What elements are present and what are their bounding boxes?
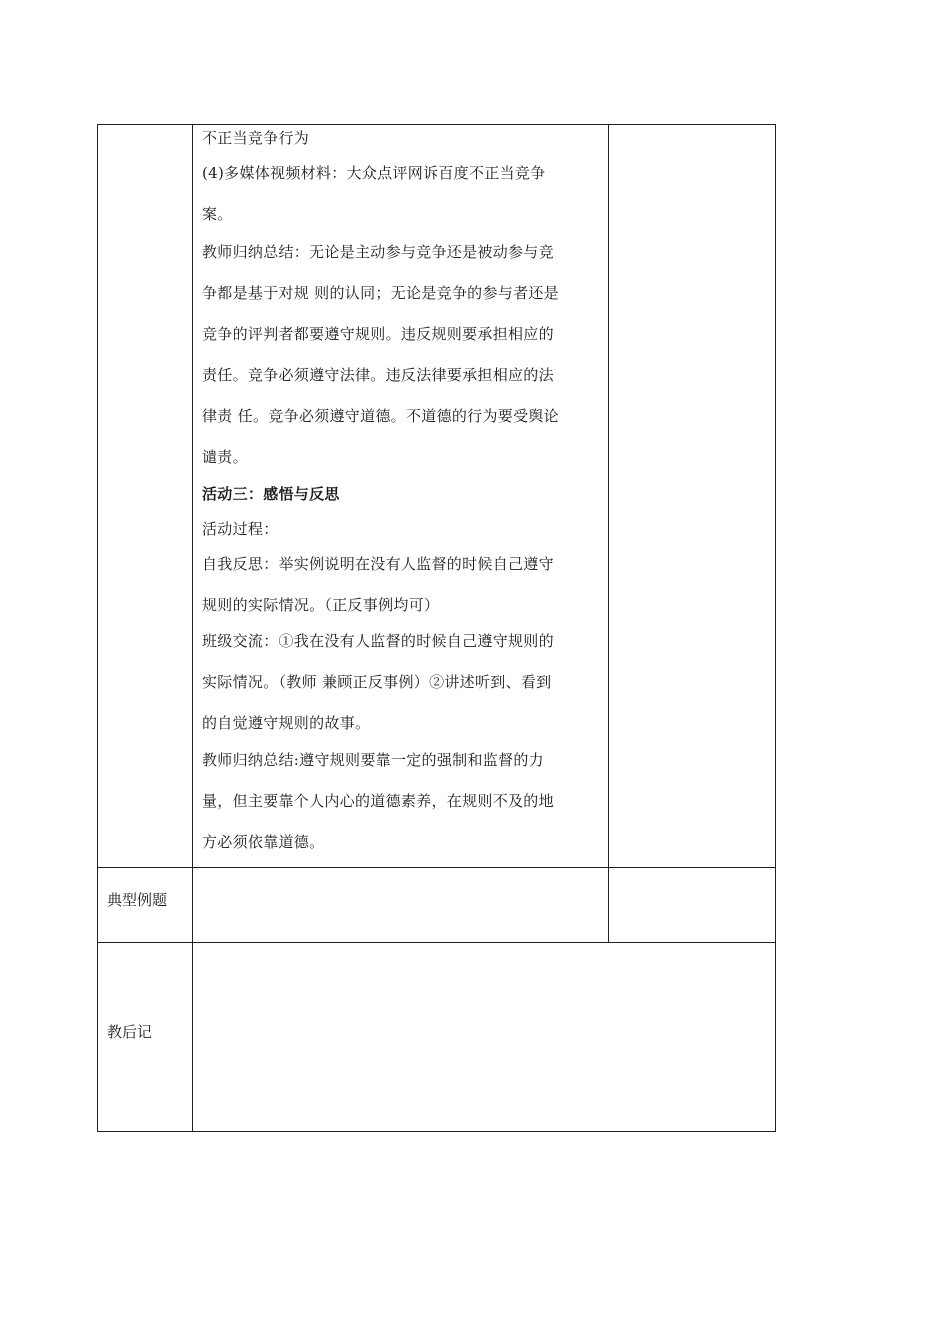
content-line: 案。	[202, 205, 233, 223]
activity-heading: 活动三：感悟与反思	[202, 485, 340, 503]
row-divider-1	[97, 867, 776, 868]
content-line: 自我反思：举实例说明在没有人监督的时候自己遵守	[202, 555, 554, 573]
content-line: 量，但主要靠个人内心的道德素养，在规则不及的地	[202, 792, 554, 810]
content-line: 律责 任。竞争必须遵守道德。不道德的行为要受舆论	[202, 407, 559, 425]
column-divider-2	[608, 124, 609, 943]
content-line: 竞争的评判者都要遵守规则。违反规则要承担相应的	[202, 325, 554, 343]
table-bottom-border	[97, 1131, 776, 1132]
table-left-border	[97, 124, 98, 1132]
content-line: 规则的实际情况。（正反事例均可）	[202, 596, 440, 614]
content-line: 实际情况。（教师 兼顾正反事例）②讲述听到、看到	[202, 673, 552, 691]
content-line: 教师归纳总结：无论是主动参与竞争还是被动参与竞	[202, 243, 554, 261]
column-divider-1	[192, 124, 193, 1132]
content-line: 不正当竞争行为	[202, 129, 310, 147]
content-line: 争都是基于对规 则的认同；无论是竞争的参与者还是	[202, 284, 559, 302]
content-line: 的自觉遵守规则的故事。	[202, 714, 371, 732]
content-line: 方必须依靠道德。	[202, 833, 325, 851]
content-line: 教师归纳总结:遵守规则要靠一定的强制和监督的力	[202, 751, 544, 769]
content-line: (4)多媒体视频材料：大众点评网诉百度不正当竞争	[202, 164, 546, 182]
content-line: 责任。竞争必须遵守法律。违反法律要承担相应的法	[202, 366, 554, 384]
content-line: 活动过程：	[202, 520, 279, 538]
table-top-border	[97, 124, 776, 125]
row-divider-2	[97, 942, 776, 943]
content-line: 谴责。	[202, 448, 248, 466]
typical-examples-label: 典型例题	[107, 891, 168, 909]
post-teaching-notes-label: 教后记	[107, 1023, 153, 1041]
table-right-border	[775, 124, 776, 1132]
content-line: 班级交流：①我在没有人监督的时候自己遵守规则的	[202, 632, 554, 650]
